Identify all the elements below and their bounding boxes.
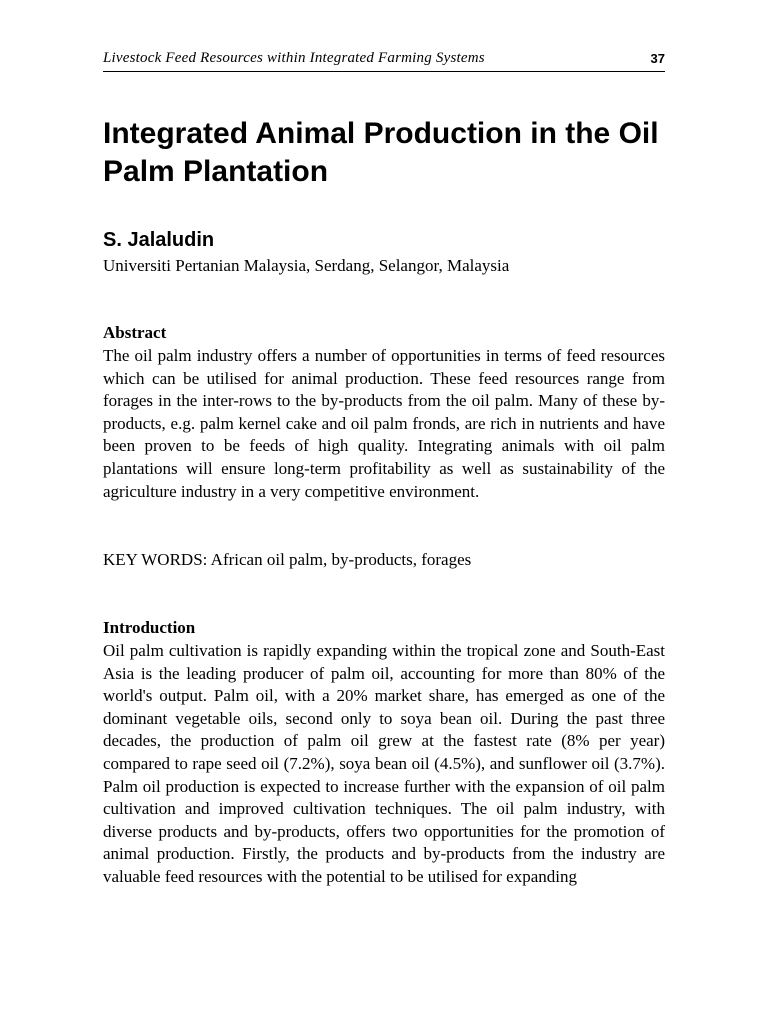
author-name: S. Jalaludin: [103, 229, 215, 251]
author-affiliation: Universiti Pertanian Malaysia, Serdang, Selangor, Malaysia: [103, 256, 510, 275]
page-number: 37: [650, 51, 665, 66]
running-title: Livestock Feed Resources within Integrated Farming Systems: [103, 50, 485, 66]
abstract-text: The oil palm industry offers a number of opportunities in terms of feed resources which can be utilised for animal production. These feed resources range from forages in the inter-rows to the by-products from the oil palm. Many of these by-products, e.g. palm kernel cake and oil palm fronds, are rich in nutrients and have been proven to be feeds of high quality. Integrating animals with oil palm plantations will ensure long-term profitability as well as sustainability of the agriculture industry in a very competitive environment.: [103, 346, 665, 501]
paper-title: Integrated Animal Production in the Oil Palm Plantation: [103, 117, 659, 188]
running-header: [103, 49, 665, 72]
introduction-heading: Introduction: [103, 618, 196, 637]
keywords: KEY WORDS: African oil palm, by-products, forages: [103, 550, 472, 569]
abstract-heading: Abstract: [103, 323, 167, 342]
introduction-text: Oil palm cultivation is rapidly expanding within the tropical zone and South-East Asia is the leading producer of palm oil, accounting for more than 80% of the world's output. Palm oil, with a 20% market share, has emerged as one of the dominant vegetable oils, second only to soya bean oil. During the past three decades, the production of palm oil grew at the fastest rate (8% per year) compared to rape seed oil (7.2%), soya bean oil (4.5%), and sunflower oil (3.7%). Palm oil production is expected to increase further with the expansion of oil palm cultivation and improved cultivation techniques. The oil palm industry, with diverse products and by-products, offers two opportunities for the promotion of animal production. Firstly, the products and by-products from the industry are valuable feed resources with the potential to be utilised for expanding: [103, 641, 665, 886]
